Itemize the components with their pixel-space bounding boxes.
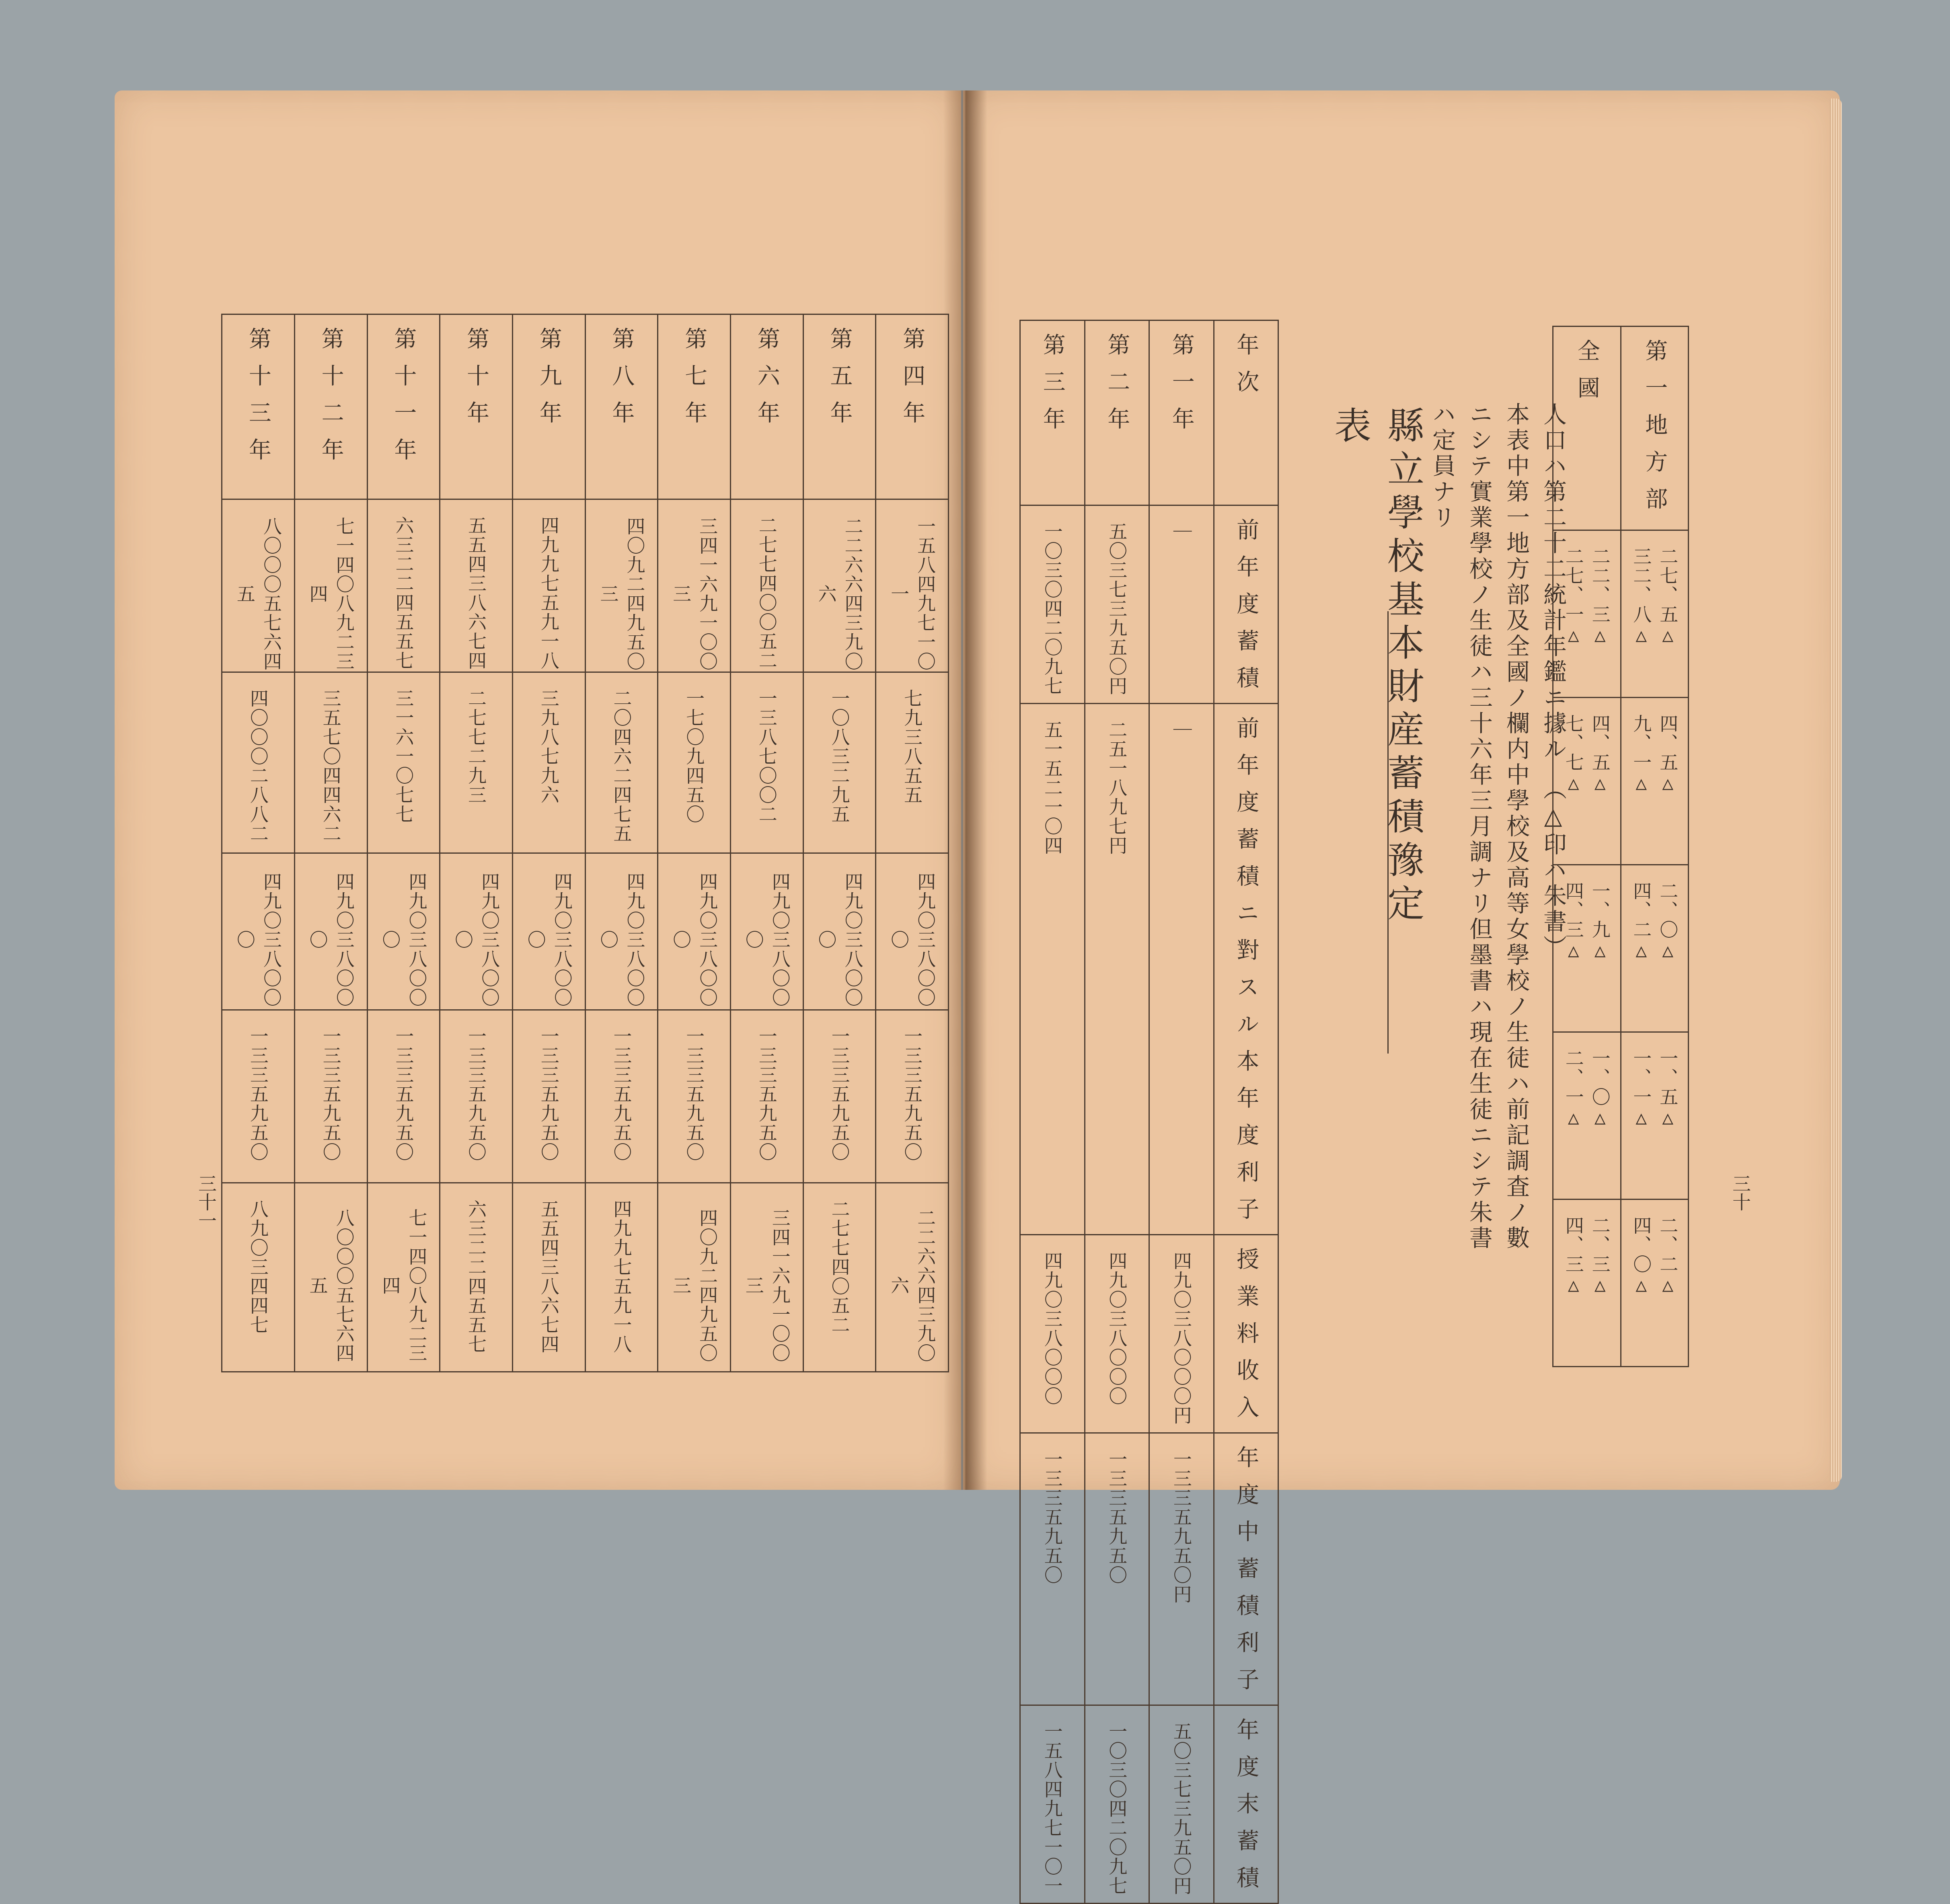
row-2-interest-text: 二五一八九七円 (1106, 720, 1128, 855)
savings-schedule-table (1019, 320, 1279, 1904)
row-2-prev-text: 五〇三七三九五〇円 (1106, 522, 1128, 696)
row-2-tuition (1085, 1235, 1149, 1433)
left-col-13-interest (222, 672, 295, 853)
left-col-13-tuition (222, 853, 295, 1010)
left-col-10-year-text: 第十年 (463, 327, 490, 438)
left-col-9-tuition (512, 853, 585, 1010)
left-col-13-year (222, 314, 295, 499)
small-cell-1-1-text: △四、五 △七、七 (1562, 714, 1611, 795)
left-col-7-accum_interest-text: 一三三五九五〇 (683, 1027, 705, 1162)
left-col-4-interest-text: 七九三八五五 (901, 689, 923, 805)
left-page-number: 三十一 (195, 1174, 217, 1230)
left-col-12-prev-text: 七一四〇八九二三四 (306, 516, 355, 671)
row-2-end (1085, 1705, 1149, 1904)
left-col-8-end-text: 四九九七五九一八 (610, 1199, 633, 1354)
header-end-text: 年度末蓄積 (1233, 1718, 1260, 1903)
left-col-10-end (440, 1183, 513, 1372)
note-line-2: ニシテ實業學校ノ生徒ハ三十六年三月調ナリ但墨書ハ現在生徒ニシテ朱書 (1465, 402, 1493, 1251)
left-col-4-tuition (876, 853, 949, 1010)
header-end (1214, 1705, 1278, 1904)
left-col-9-interest (512, 672, 585, 853)
row-1-end-text: 五〇三七三九五〇円 (1170, 1722, 1192, 1896)
book-gutter (943, 90, 987, 1490)
left-col-13-interest-text: 四〇〇〇二八八二 (247, 689, 269, 843)
left-col-5-tuition-text: 四九〇三八〇〇〇 (815, 872, 864, 1007)
note-line-3: ハ定員ナリ (1428, 402, 1456, 531)
left-col-4-prev (876, 499, 949, 672)
left-col-4-prev-text: 一五八四九七一〇一 (888, 516, 937, 671)
left-col-5-tuition (803, 853, 876, 1010)
table-title: 縣立學校基本財産蓄積豫定表 (1328, 406, 1424, 927)
left-col-13-tuition-text: 四九〇三八〇〇〇 (234, 872, 282, 1007)
left-col-10-prev-text: 五五四三八六七四 (465, 516, 487, 670)
left-col-10-tuition-text: 四九〇三八〇〇〇 (452, 872, 501, 1007)
left-col-7-end-text: 四〇九二四九五〇三 (670, 1208, 719, 1363)
row-3-tuition-text: 四九〇三八〇〇〇 (1041, 1251, 1063, 1406)
left-col-10-interest (440, 672, 513, 853)
left-col-11-end-text: 七一四〇八九二三四 (379, 1208, 428, 1363)
left-col-10-tuition (440, 853, 513, 1010)
left-col-12-end-text: 八〇〇〇五七六四五 (306, 1208, 355, 1363)
small-cell-3-0-text: △一、五 △一、一 (1630, 1049, 1679, 1130)
row-2-accum_interest-text: 一三三五九五〇 (1106, 1450, 1128, 1585)
left-col-7-prev-text: 三四一六九一〇〇三 (670, 516, 719, 671)
row-3-end (1020, 1705, 1085, 1904)
small-header-0-text: 第一地方部 (1642, 339, 1668, 524)
left-col-8-year-text: 第八年 (608, 327, 635, 438)
left-col-12-year (294, 314, 367, 499)
row-1-accum_interest (1149, 1433, 1214, 1705)
left-col-9-end-text: 五五四三八六七四 (538, 1199, 560, 1354)
left-col-11-tuition (367, 853, 440, 1010)
row-2-tuition-text: 四九〇三八〇〇〇 (1106, 1251, 1128, 1406)
small-cell-4-1 (1553, 1199, 1621, 1367)
left-col-10-accum_interest (440, 1010, 513, 1183)
left-col-9-end (512, 1183, 585, 1372)
left-col-11-accum_interest-text: 一三三五九五〇 (392, 1027, 415, 1162)
left-col-10-interest-text: 二七七二九三 (465, 689, 487, 805)
savings-table-continued (221, 314, 949, 1372)
left-col-12-tuition-text: 四九〇三八〇〇〇 (306, 872, 355, 1007)
header-interest (1214, 704, 1278, 1235)
population-change-table (1552, 326, 1689, 1367)
left-col-12-end (294, 1183, 367, 1372)
left-col-5-prev-text: 二二六六四三九〇六 (815, 516, 864, 671)
left-col-5-accum_interest (803, 1010, 876, 1183)
left-col-10-end-text: 六三二二四五五七 (465, 1199, 487, 1354)
left-col-8-tuition-text: 四九〇三八〇〇〇 (597, 872, 646, 1007)
left-col-7-tuition-text: 四九〇三八〇〇〇 (670, 872, 719, 1007)
left-col-6-interest-text: 一三八七〇〇二 (756, 689, 778, 824)
left-col-4-accum_interest-text: 一三三五九五〇 (901, 1027, 923, 1162)
left-col-5-end-text: 二七七四〇五二 (828, 1199, 851, 1335)
left-col-13-end (222, 1183, 295, 1372)
left-col-9-year-text: 第九年 (536, 327, 562, 438)
left-col-7-end (658, 1183, 731, 1372)
left-col-11-tuition-text: 四九〇三八〇〇〇 (379, 872, 428, 1007)
small-cell-3-0 (1621, 1032, 1689, 1199)
left-col-13-accum_interest-text: 一三三五九五〇 (247, 1027, 269, 1162)
left-col-10-prev (440, 499, 513, 672)
left-col-11-end (367, 1183, 440, 1372)
left-col-5-prev (803, 499, 876, 672)
left-col-4-tuition-text: 四九〇三八〇〇〇 (888, 872, 937, 1007)
left-col-12-accum_interest-text: 一三三五九五〇 (320, 1027, 342, 1162)
row-3-tuition (1020, 1235, 1085, 1433)
left-col-12-accum_interest (294, 1010, 367, 1183)
left-col-4-accum_interest (876, 1010, 949, 1183)
left-col-9-accum_interest-text: 一三三五九五〇 (538, 1027, 560, 1162)
right-page-number: 三十 (1730, 1174, 1751, 1211)
left-col-7-accum_interest (658, 1010, 731, 1183)
left-col-5-year (803, 314, 876, 499)
row-3-year (1020, 320, 1085, 505)
left-col-12-prev (294, 499, 367, 672)
row-3-accum_interest (1020, 1433, 1085, 1705)
left-col-6-accum_interest (730, 1010, 803, 1183)
row-2-end-text: 一〇三〇四二〇九七 (1106, 1722, 1128, 1896)
left-col-5-accum_interest-text: 一三三五九五〇 (828, 1027, 851, 1162)
left-col-4-end (876, 1183, 949, 1372)
left-col-8-prev-text: 四〇九二四九五〇三 (597, 516, 646, 671)
row-3-interest (1020, 704, 1085, 1235)
left-col-7-interest (658, 672, 731, 853)
left-col-11-interest (367, 672, 440, 853)
left-col-8-interest (585, 672, 658, 853)
small-cell-3-1 (1553, 1032, 1621, 1199)
row-3-year-text: 第三年 (1039, 333, 1066, 444)
left-col-11-year (367, 314, 440, 499)
left-col-6-end-text: 三四一六九一〇〇三 (742, 1208, 791, 1363)
left-col-6-prev (730, 499, 803, 672)
left-col-6-interest (730, 672, 803, 853)
left-col-8-year (585, 314, 658, 499)
left-col-8-interest-text: 二〇四六二四七五 (610, 689, 633, 843)
row-1-end (1149, 1705, 1214, 1904)
small-cell-0-0-text: △二七、五 △三二、八 (1630, 547, 1679, 647)
left-col-6-tuition (730, 853, 803, 1010)
header-year-text: 年次 (1233, 333, 1260, 407)
left-col-4-year-text: 第四年 (899, 327, 926, 438)
row-1-year-text: 第一年 (1168, 333, 1195, 444)
left-col-11-accum_interest (367, 1010, 440, 1183)
row-1-tuition (1149, 1235, 1214, 1433)
small-header-1-text: 全國 (1574, 339, 1600, 413)
left-col-8-end (585, 1183, 658, 1372)
header-interest-text: 前年度蓄積ニ對スル本年度利子 (1233, 716, 1260, 1234)
left-col-9-accum_interest (512, 1010, 585, 1183)
left-col-13-year-text: 第十三年 (245, 327, 271, 475)
small-cell-0-0 (1621, 530, 1689, 698)
left-col-9-interest-text: 三九八七九六 (538, 689, 560, 805)
row-1-tuition-text: 四九〇三八〇〇〇円 (1170, 1251, 1192, 1425)
left-col-11-prev-text: 六三二二四五五七 (392, 516, 415, 670)
left-col-9-prev-text: 四九九七五九一八 (538, 516, 560, 670)
small-cell-0-1-text: △二二、三 △二七、一 (1562, 547, 1611, 647)
small-cell-0-1 (1553, 530, 1621, 698)
small-cell-2-1 (1553, 865, 1621, 1032)
note-line-1: 本表中第一地方部及全國ノ欄内中學校及高等女學校ノ生徒ハ前記調査ノ數 (1502, 402, 1530, 1251)
left-col-9-tuition-text: 四九〇三八〇〇〇 (524, 872, 573, 1007)
row-1-accum_interest-text: 一三三五九五〇円 (1170, 1450, 1192, 1604)
row-2-year (1085, 320, 1149, 505)
row-2-accum_interest (1085, 1433, 1149, 1705)
small-header-0 (1621, 327, 1689, 530)
left-col-8-accum_interest-text: 一三三五九五〇 (610, 1027, 633, 1162)
note-line-0: 人口ハ第二十二統計年鑑ニ據ル （△印ハ朱書） (1539, 402, 1567, 961)
left-col-6-tuition-text: 四九〇三八〇〇〇 (742, 872, 791, 1007)
left-col-13-prev (222, 499, 295, 672)
left-col-5-interest (803, 672, 876, 853)
small-header-1 (1553, 327, 1621, 530)
left-col-11-prev (367, 499, 440, 672)
left-col-12-tuition (294, 853, 367, 1010)
left-col-12-interest (294, 672, 367, 853)
row-3-prev (1020, 505, 1085, 704)
left-col-4-interest (876, 672, 949, 853)
left-col-7-interest-text: 一七〇九四五〇 (683, 689, 705, 824)
left-col-12-year-text: 第十二年 (318, 327, 344, 475)
left-col-4-year (876, 314, 949, 499)
small-cell-2-0-text: △二、〇 △四、二 (1630, 881, 1679, 962)
small-cell-1-0 (1621, 698, 1689, 865)
left-col-7-year (658, 314, 731, 499)
left-col-13-accum_interest (222, 1010, 295, 1183)
left-col-6-year-text: 第六年 (754, 327, 780, 438)
left-col-10-year (440, 314, 513, 499)
left-col-7-year-text: 第七年 (681, 327, 708, 438)
left-col-8-prev (585, 499, 658, 672)
header-prev-text: 前年度蓄積 (1233, 518, 1260, 703)
page-edges (1830, 99, 1842, 1482)
row-2-interest (1085, 704, 1149, 1235)
row-2-year-text: 第二年 (1104, 333, 1130, 444)
left-col-13-end-text: 八九〇三四四七 (247, 1199, 269, 1335)
row-1-year (1149, 320, 1214, 505)
left-col-8-accum_interest (585, 1010, 658, 1183)
left-col-9-prev (512, 499, 585, 672)
row-1-interest (1149, 704, 1214, 1235)
small-cell-2-1-text: △一、九 △四、三 (1562, 881, 1611, 962)
left-col-7-tuition (658, 853, 731, 1010)
small-cell-2-0 (1621, 865, 1689, 1032)
left-col-8-tuition (585, 853, 658, 1010)
left-col-12-interest-text: 三五七〇四四六二 (320, 689, 342, 843)
left-col-11-interest-text: 三一六一〇七七 (392, 689, 415, 824)
small-cell-4-0 (1621, 1199, 1689, 1367)
left-col-5-year-text: 第五年 (826, 327, 853, 438)
header-accum_interest-text: 年度中蓄積利子 (1233, 1446, 1260, 1705)
left-col-6-year (730, 314, 803, 499)
small-cell-4-1-text: △二、三 △四、三 (1562, 1216, 1611, 1296)
small-cell-4-0-text: △二、二 △四、〇 (1630, 1216, 1679, 1296)
header-accum_interest (1214, 1433, 1278, 1705)
left-col-9-year (512, 314, 585, 499)
left-col-6-end (730, 1183, 803, 1372)
row-3-end-text: 一五八四九七一〇一 (1041, 1722, 1063, 1896)
small-cell-1-1 (1553, 698, 1621, 865)
left-col-6-prev-text: 二七七四〇〇五二 (756, 516, 778, 670)
row-1-prev (1149, 505, 1214, 704)
footnotes (1424, 402, 1572, 1367)
left-col-5-end (803, 1183, 876, 1372)
left-col-13-prev-text: 八〇〇〇五七六四五 (234, 516, 282, 671)
row-3-accum_interest-text: 一三三五九五〇 (1041, 1450, 1063, 1585)
header-tuition-text: 授業料收入 (1233, 1247, 1260, 1432)
left-col-10-accum_interest-text: 一三三五九五〇 (465, 1027, 487, 1162)
left-col-11-year-text: 第十一年 (390, 327, 417, 475)
small-cell-1-0-text: △四、五 △九、一 (1630, 714, 1679, 795)
row-1-prev-text: ｜ (1170, 522, 1192, 541)
left-col-5-interest-text: 一〇八三二九五 (828, 689, 851, 824)
left-col-4-end-text: 二二六六四三九〇六 (888, 1208, 937, 1363)
row-2-prev (1085, 505, 1149, 704)
header-prev (1214, 505, 1278, 704)
left-col-6-accum_interest-text: 一三三五九五〇 (756, 1027, 778, 1162)
header-year (1214, 320, 1278, 505)
title-divider (1387, 611, 1389, 1054)
left-col-7-prev (658, 499, 731, 672)
header-tuition (1214, 1235, 1278, 1433)
row-3-interest-text: 五一五二一〇四 (1041, 720, 1063, 855)
row-1-interest-text: ｜ (1170, 720, 1192, 739)
row-3-prev-text: 一〇三〇四二〇九七 (1041, 522, 1063, 696)
small-cell-3-1-text: △一、〇 △二、一 (1562, 1049, 1611, 1130)
